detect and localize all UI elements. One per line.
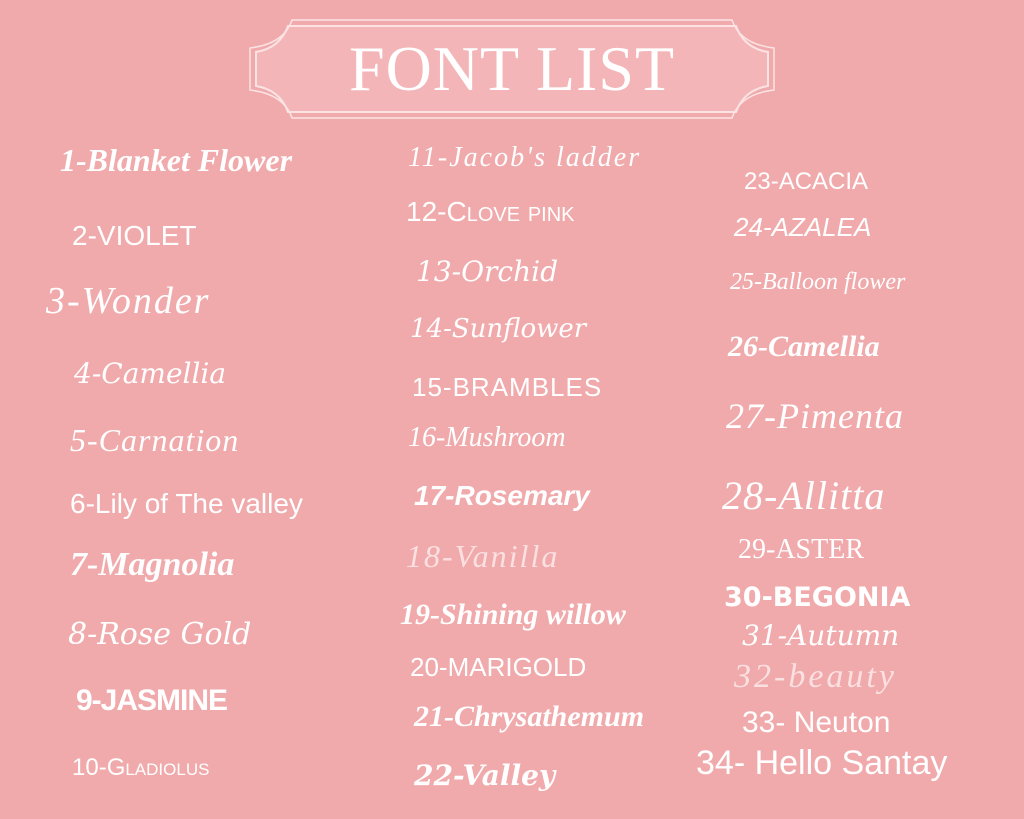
font-item: 14-Sunflower <box>410 314 587 344</box>
font-item: 2-VIOLET <box>72 220 197 251</box>
font-item: 23-ACACIA <box>744 168 869 195</box>
font-item: 16-Mushroom <box>408 422 566 453</box>
font-item: 5-Carnation <box>70 422 240 458</box>
font-item: 1-Blanket Flower <box>60 142 293 178</box>
font-item: 13-Orchid <box>416 255 559 288</box>
font-item: 12-Clove pink <box>406 196 575 227</box>
page-title: FONT LIST <box>348 33 676 104</box>
font-item: 28-Allitta <box>722 473 886 518</box>
title-banner <box>248 18 776 120</box>
font-item: 7-Magnolia <box>70 546 235 583</box>
font-item: 6-Lily of The valley <box>70 488 303 519</box>
font-item: 4-Camellia <box>74 357 227 390</box>
font-item: 11-Jacob's ladder <box>408 142 642 173</box>
font-item: 27-Pimenta <box>726 396 904 436</box>
font-item: 15-BRAMBLES <box>412 372 603 402</box>
font-item: 17-Rosemary <box>414 480 590 511</box>
font-item: 24-AZALEA <box>734 212 872 242</box>
font-item: 3-Wonder <box>46 280 211 322</box>
font-item: 31-Autumn <box>742 619 900 652</box>
font-item: 10-Gladiolus <box>72 754 210 781</box>
font-item: 26-Camellia <box>728 330 880 363</box>
font-item: 25-Balloon flower <box>730 269 906 295</box>
font-item: 21-Chrysathemum <box>414 700 645 733</box>
font-item: 34- Hello Santay <box>696 744 948 782</box>
font-item: 19-Shining willow <box>400 598 626 631</box>
font-item: 32-beauty <box>734 658 897 695</box>
font-item: 9-JASMINE <box>76 684 228 717</box>
font-item: 33- Neuton <box>742 706 891 739</box>
font-item: 20-MARIGOLD <box>410 652 587 682</box>
font-item: 29-ASTER <box>738 534 864 565</box>
font-item: 18-Vanilla <box>406 538 560 574</box>
font-item: 8-Rose Gold <box>68 617 252 652</box>
font-item: 30-BEGONIA <box>724 582 911 613</box>
font-item: 22-Valley <box>414 759 556 792</box>
